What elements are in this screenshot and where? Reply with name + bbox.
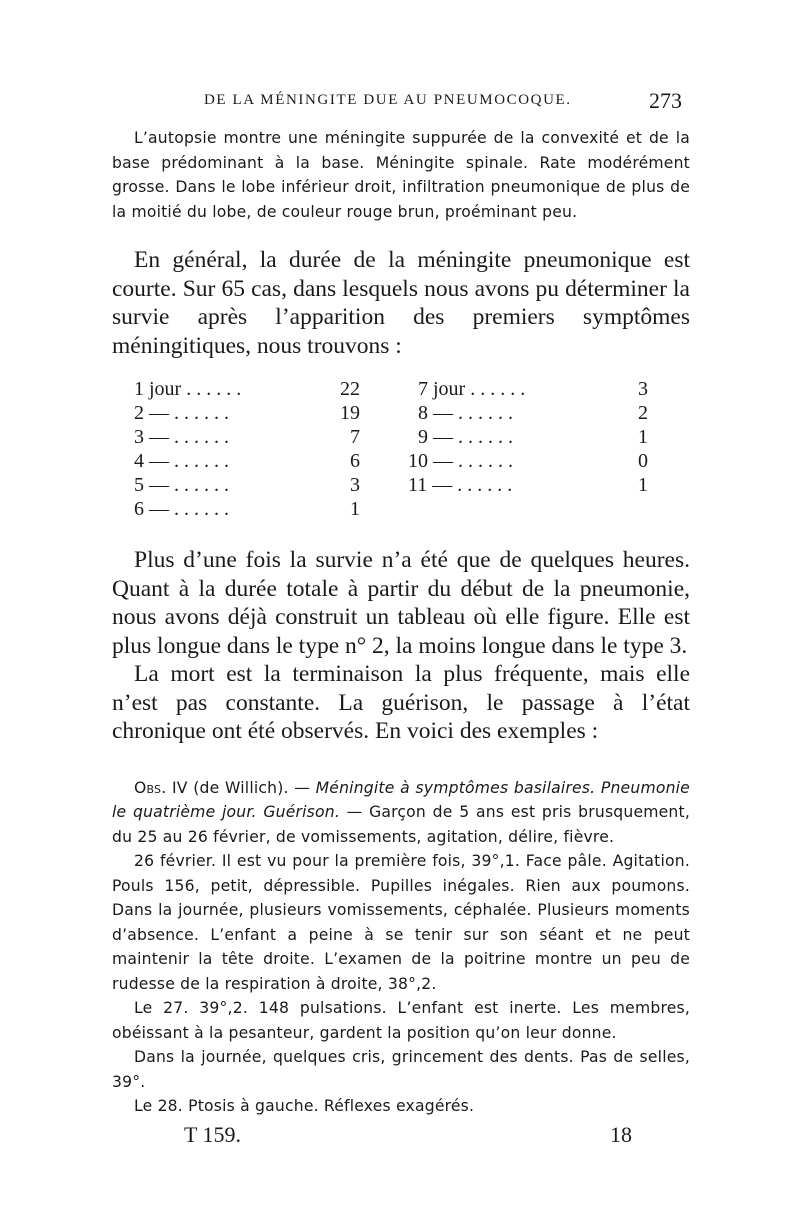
page [112, 88, 690, 1119]
sheet-number: 18 [610, 1122, 632, 1147]
table-row [112, 426, 690, 450]
running-head [112, 88, 690, 126]
observation-entry: 26 février. Il est vu pour la première fois, 39°,1. Face pâle. Agitation. Pouls 156, petit, dépressible. Pupilles inégales. Rien aux poumons. Dans la journée, plusieurs vomissements, céphalée. Plusieurs moments d’absence. L’enfant a peine à se tenir sur son séant et ne peut maintenir la tête droite. L’examen de la poitrine montre un peu de rudesse de la respiration à droite, 38°,2. [112, 852, 690, 993]
table-day: 6 — . . . . . . [134, 498, 229, 520]
table-count: 22 [340, 378, 360, 400]
duration-paragraph: Plus d’une fois la survie n’a été que de quelques heures. Quant à la durée totale à partir du début de la pneumonie, nous avons déjà construit un tableau où elle figure. Elle est plus longue dans le type n° 2, la moins longue dans le type 3. [112, 547, 690, 659]
death-paragraph: La mort est la terminaison la plus fréquente, mais elle n’est pas constante. La guérison, le passage à l’état chronique ont été observés. En voici des exemples : [112, 661, 690, 744]
survival-table [112, 378, 690, 528]
table-count: 7 [350, 426, 360, 448]
table-day: 2 — . . . . . . [134, 402, 229, 424]
intro-paragraph: En général, la durée de la méningite pneumonique est courte. Sur 65 cas, dans lesquels nous avons pu déterminer la survie après l’apparition des premiers symptômes méningitiques, nous trouvons : [112, 247, 690, 359]
table-row [112, 474, 690, 498]
table-day: 7 jour . . . . . . [418, 378, 526, 400]
table-count: 1 [638, 426, 648, 448]
footer [184, 1122, 632, 1152]
observation [112, 776, 690, 1119]
table-count: 6 [350, 450, 360, 472]
table-count: 1 [350, 498, 360, 520]
page-number: 273 [649, 88, 682, 113]
table-day: 5 — . . . . . . [134, 474, 229, 496]
table-count: 3 [350, 474, 360, 496]
table-count: 0 [638, 450, 648, 472]
autopsy-paragraph: L’autopsie montre une méningite suppurée de la convexité et de la base prédominant à la base. Méningite spinale. Rate modérément grosse. Dans le lobe inférieur droit, infiltration pneumonique de plus de la moitié du lobe, de couleur rouge brun, proéminant peu. [112, 129, 690, 221]
observation-heading [112, 776, 690, 850]
observation-title: Méningite à symptômes basilaires. Pneumonie le quatrième jour. Guérison. [112, 778, 690, 821]
table-count: 3 [638, 378, 648, 400]
running-title: DE LA MÉNINGITE DUE AU PNEUMOCOQUE. [204, 92, 572, 108]
observation-entry: Le 27. 39°,2. 148 pulsations. L’enfant est inerte. Les membres, obéissant à la pesanteur, gardent la position qu’on leur donne. [112, 999, 690, 1042]
observation-author: (de Willich). — [187, 778, 316, 797]
table-day: 10 — . . . . . . [408, 450, 513, 472]
printer-signature: T 159. [184, 1122, 242, 1147]
table-day: 11 — . . . . . . [408, 474, 513, 496]
table-day: 3 — . . . . . . [134, 426, 229, 448]
table-count: 19 [340, 402, 360, 424]
table-count: 1 [638, 474, 648, 496]
observation-entry: Dans la journée, quelques cris, grincement des dents. Pas de selles, 39°. [112, 1048, 690, 1091]
table-row [112, 378, 690, 402]
observation-label: Obs. IV [134, 778, 188, 797]
table-day: 8 — . . . . . . [418, 402, 513, 424]
table-row [112, 402, 690, 426]
table-day: 4 — . . . . . . [134, 450, 229, 472]
observation-lead: — Garçon de 5 ans est pris brusquement, du 25 au 26 février, de vomissements, agitation, délire, fièvre. [112, 803, 690, 846]
table-row [112, 450, 690, 474]
observation-entry: Le 28. Ptosis à gauche. Réflexes exagérés. [134, 1097, 475, 1115]
table-row [112, 498, 690, 522]
table-day: 1 jour . . . . . . [134, 378, 242, 400]
table-day: 9 — . . . . . . [418, 426, 513, 448]
table-count: 2 [638, 402, 648, 424]
